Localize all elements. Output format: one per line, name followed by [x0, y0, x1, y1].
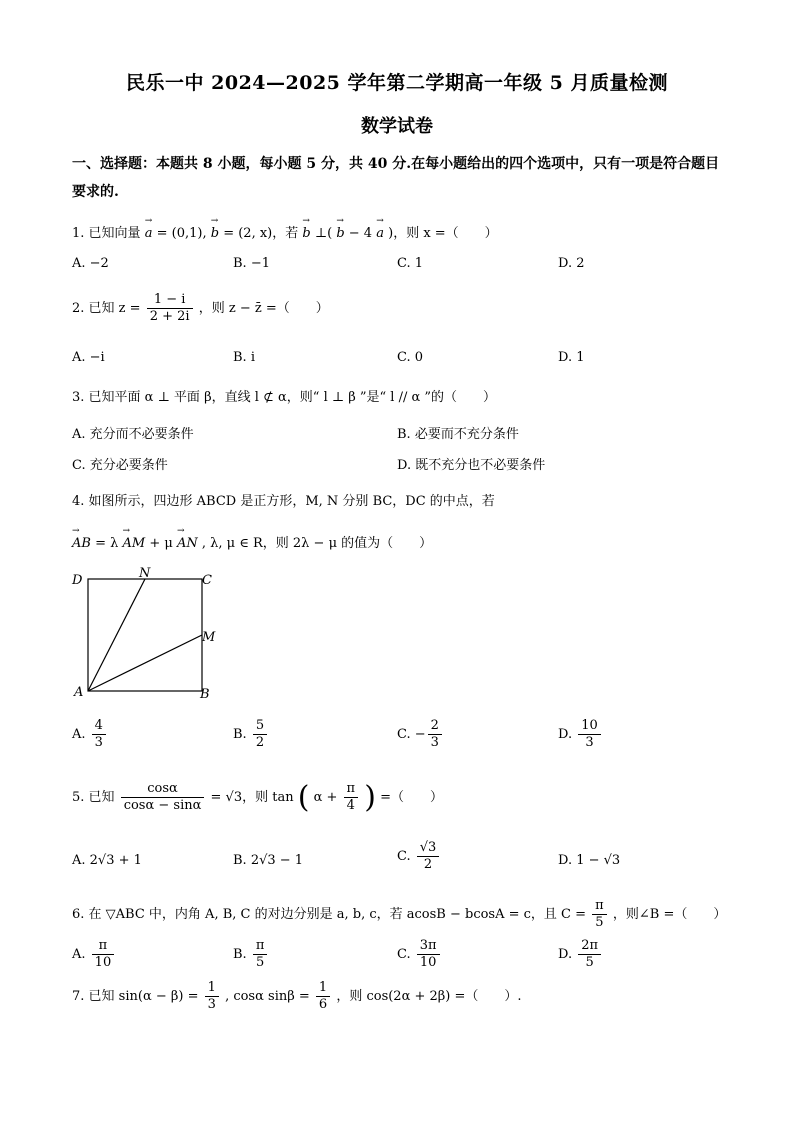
q6-option-c-letter: C. [397, 947, 411, 962]
exam-subtitle: 数学试卷 [361, 116, 433, 137]
q4-option-b-letter: B. [233, 727, 247, 742]
q5-inner-den: 4 [346, 798, 355, 813]
q5-option-c-den: 2 [423, 857, 433, 872]
q1-text-5: − 4 [348, 226, 373, 241]
q6-text-1: 6. 在 ▽ABC 中，内角 A, B, C 的对边分别是 a, b, c，若 acosB − bcosA = c，且 C = [72, 907, 587, 922]
section-heading: 一、选择题：本题共 8 小题，每小题 5 分，共 40 分.在每小题给出的四个选项中，只有一项是符合题目要求的. [72, 156, 720, 200]
question-4-line-2 [72, 532, 732, 551]
q4-option-a-num: 4 [92, 718, 106, 735]
q4-text-d: + μ [149, 536, 173, 551]
q5-text-2: = √3，则 tan [210, 790, 294, 805]
q4-option-d-letter: D. [558, 727, 573, 742]
q1-text-2: = (0,1), [156, 226, 207, 241]
q7-frac2-num: 1 [316, 980, 330, 997]
q3-option-d: D. 既不充分也不必要条件 [397, 458, 546, 473]
q5-text-1: 5. 已知 [72, 790, 115, 805]
q2-option-d: D. 1 [558, 350, 585, 365]
question-3: 3. 已知平面 α ⊥ 平面 β，直线 l ⊄ α，则“ l ⊥ β ”是“ l // α ”的（ ） [72, 390, 497, 405]
label-m: M [202, 630, 216, 645]
q6-option-a-num: π [92, 938, 115, 955]
vector-an: → AN [177, 536, 198, 551]
q6-option-b-letter: B. [233, 947, 247, 962]
q4-option-d [558, 718, 603, 751]
q6-option-c [397, 938, 442, 971]
q4-text-b: = λ [95, 536, 119, 551]
q2-number: 2. [72, 301, 85, 316]
q5-tail: =（ ） [380, 790, 443, 805]
label-c: C [202, 573, 212, 588]
q6-option-d-letter: D. [558, 947, 573, 962]
q4-option-d-num: 10 [578, 718, 601, 735]
question-5 [72, 780, 732, 815]
q4-option-a [72, 718, 108, 751]
q1-text-1: 已知向量 [88, 226, 141, 241]
q6-text-2: ，则∠B =（ ） [612, 907, 727, 922]
vector-a-2: → a [376, 226, 384, 241]
q2-option-c: C. 0 [397, 350, 424, 365]
label-n: N [139, 566, 151, 581]
q7-text-1: 7. 已知 sin(α − β) = [72, 989, 199, 1004]
q1-number: 1. [72, 226, 85, 241]
q7-frac1-num: 1 [205, 980, 219, 997]
q2-text-1: 已知 z = [88, 301, 141, 316]
q6-option-b [233, 938, 269, 971]
square-abcd [88, 579, 202, 691]
vector-b: → b [211, 226, 219, 241]
q2-option-b: B. i [233, 350, 255, 365]
q4-option-b-num: 5 [253, 718, 267, 735]
q4-option-c-num: 2 [428, 718, 442, 735]
label-a: A [74, 685, 84, 700]
q1-text-4: ⊥( [314, 226, 333, 241]
q2-fraction [147, 292, 193, 325]
q6-c-num: π [592, 898, 607, 915]
q5-right-paren: ) [364, 780, 376, 815]
q5-option-d: D. 1 − √3 [558, 853, 621, 868]
q5-option-c-num: √3 [417, 840, 440, 857]
vector-ab: → AB [72, 536, 91, 551]
q6-option-c-den: 10 [419, 955, 437, 970]
q1-text-3: = (2, x)，若 [223, 226, 299, 241]
q6-option-c-num: 3π [417, 938, 440, 955]
q2-fraction-numerator: 1 − i [147, 292, 193, 309]
q1-option-b: B. −1 [233, 256, 270, 271]
q1-option-d: D. 2 [558, 256, 585, 271]
q6-option-b-den: 5 [255, 955, 265, 970]
question-6 [72, 898, 732, 931]
q3-option-a: A. 充分而不必要条件 [72, 427, 194, 442]
q3-option-b: B. 必要而不充分条件 [397, 427, 519, 442]
question-7 [72, 980, 732, 1013]
q4-option-c-den: 3 [430, 735, 439, 750]
label-d: D [72, 573, 83, 588]
vector-am: → AM [123, 536, 146, 551]
q5-inner: α + [313, 790, 338, 805]
q4-option-a-den: 3 [94, 735, 103, 750]
q5-frac-num: cosα [121, 781, 205, 798]
q7-frac2-den: 6 [318, 997, 328, 1012]
q6-option-b-num: π [253, 938, 268, 955]
q6-option-a-letter: A. [72, 947, 86, 962]
q5-inner-num: π [344, 781, 359, 798]
q5-fraction [121, 781, 205, 814]
vector-a: → a [145, 226, 153, 241]
q6-option-a-den: 10 [94, 955, 112, 970]
q7-text-3: ，则 cos(2α + 2β) =（ ）. [336, 989, 522, 1004]
vector-b-2: → b [302, 226, 310, 241]
square-figure [70, 566, 230, 701]
question-1 [72, 222, 732, 241]
q5-left-paren: ( [297, 780, 310, 815]
segment-am [88, 635, 202, 691]
q2-option-a: A. −i [72, 350, 105, 365]
q6-option-a [72, 938, 116, 971]
q4-option-c-sign: − [414, 727, 426, 742]
q3-option-c: C. 充分必要条件 [72, 458, 168, 473]
q2-text-2: ，则 z − z̄ =（ ） [198, 301, 329, 316]
q4-option-c [397, 718, 444, 751]
q7-text-2: , cosα sinβ = [225, 989, 310, 1004]
q6-option-d [558, 938, 603, 971]
q6-option-d-num: 2π [578, 938, 601, 955]
segment-an [88, 579, 145, 691]
q6-c-den: 5 [595, 915, 604, 930]
q5-frac-den: cosα − sinα [123, 798, 202, 813]
q1-option-c: C. 1 [397, 256, 424, 271]
exam-title: 民乐一中 2024—2025 学年第二学期高一年级 5 月质量检测 [126, 72, 668, 94]
q4-text-f: , λ, μ ∈ R，则 2λ − μ 的值为（ ） [201, 536, 433, 551]
vector-b-3: → b [336, 226, 344, 241]
question-4-line-1: 4. 如图所示，四边形 ABCD 是正方形，M, N 分别 BC，DC 的中点，若 [72, 494, 495, 509]
q4-option-c-letter: C. [397, 727, 411, 742]
q7-frac1-den: 3 [207, 997, 216, 1012]
q4-option-b [233, 718, 269, 751]
q5-option-a: A. 2√3 + 1 [72, 853, 142, 868]
q5-option-c [397, 840, 441, 873]
q4-option-b-den: 2 [255, 735, 265, 750]
q4-option-d-den: 3 [585, 735, 594, 750]
q1-text-6: )，则 x =（ ） [388, 226, 498, 241]
q5-option-b: B. 2√3 − 1 [233, 853, 304, 868]
label-b: B [200, 687, 210, 701]
question-2 [72, 292, 732, 325]
q6-option-d-den: 5 [585, 955, 594, 970]
q1-option-a: A. −2 [72, 256, 109, 271]
q5-option-c-letter: C. [397, 849, 411, 864]
q2-fraction-denominator: 2 + 2i [149, 309, 190, 324]
q4-option-a-letter: A. [72, 727, 86, 742]
